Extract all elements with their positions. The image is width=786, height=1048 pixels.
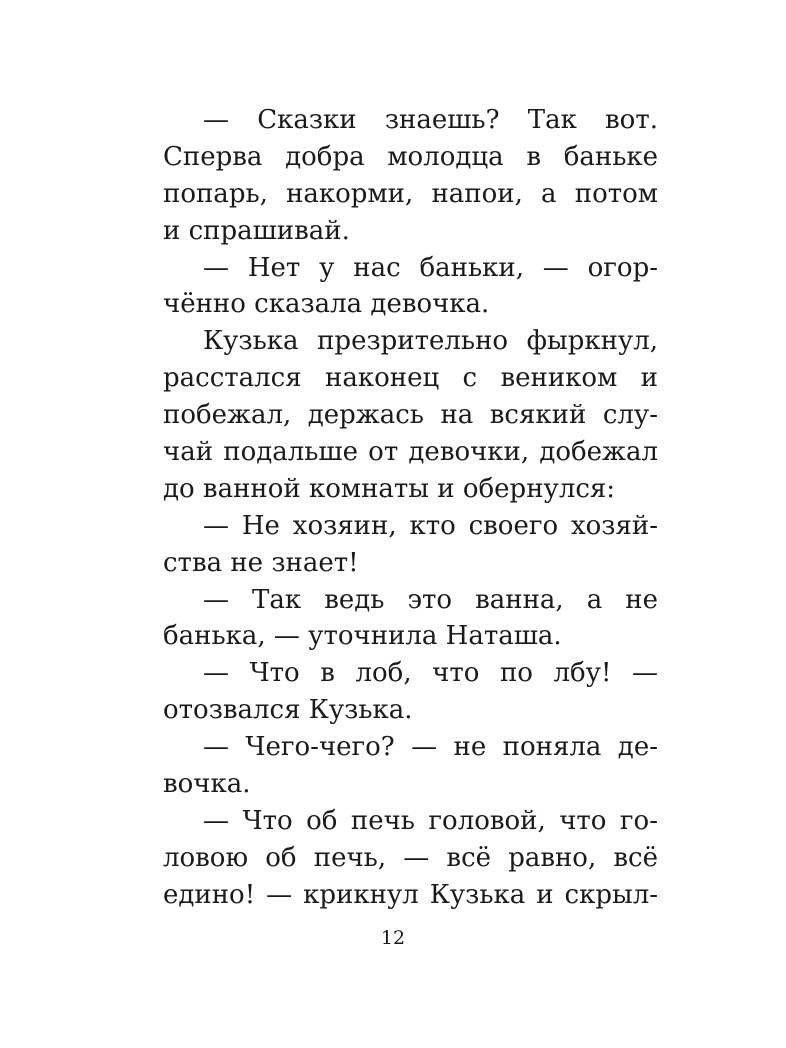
text-line: до ванной комнаты и обернулся: — [163, 473, 616, 504]
text-line: едино! — крикнул Кузька и скрыл- — [163, 879, 658, 910]
text-line: попарь, накорми, напои, а потом — [163, 178, 658, 209]
text-line: Кузька презрительно фыркнул, — [203, 326, 658, 357]
text-line: отозвался Кузька. — [163, 695, 413, 726]
text-line: чай подальше от девочки, добежал — [163, 437, 658, 468]
text-line: — Так ведь это ванна, а не — [203, 584, 658, 615]
page-number: 12 — [380, 927, 406, 949]
text-line: Сперва добра молодца в баньке — [163, 141, 658, 172]
text-line: чённо сказала девочка. — [163, 289, 490, 320]
text-line: — Нет у нас баньки, — огор- — [203, 252, 658, 283]
text-line: ства не знает! — [163, 547, 359, 578]
text-line: побежал, держась на всякий слу- — [163, 400, 658, 431]
text-line: — Не хозяин, кто своего хозяй- — [203, 510, 658, 541]
text-line: — Сказки знаешь? Так вот. — [203, 105, 658, 135]
text-line: ловою об печь, — всё равно, всё — [163, 842, 658, 873]
text-line: расстался наконец с веником и — [163, 363, 658, 394]
text-line: — Что об печь головой, что го- — [203, 805, 658, 836]
text-line: — Чего-чего? — не поняла де- — [203, 732, 658, 763]
body-text — [163, 102, 658, 914]
text-line: банька, — уточнила Наташа. — [163, 621, 562, 652]
text-line: и спрашивай. — [163, 215, 350, 246]
text-line: — Что в лоб, что по лбу! — — [203, 658, 658, 689]
text-line: вочка. — [163, 769, 251, 800]
